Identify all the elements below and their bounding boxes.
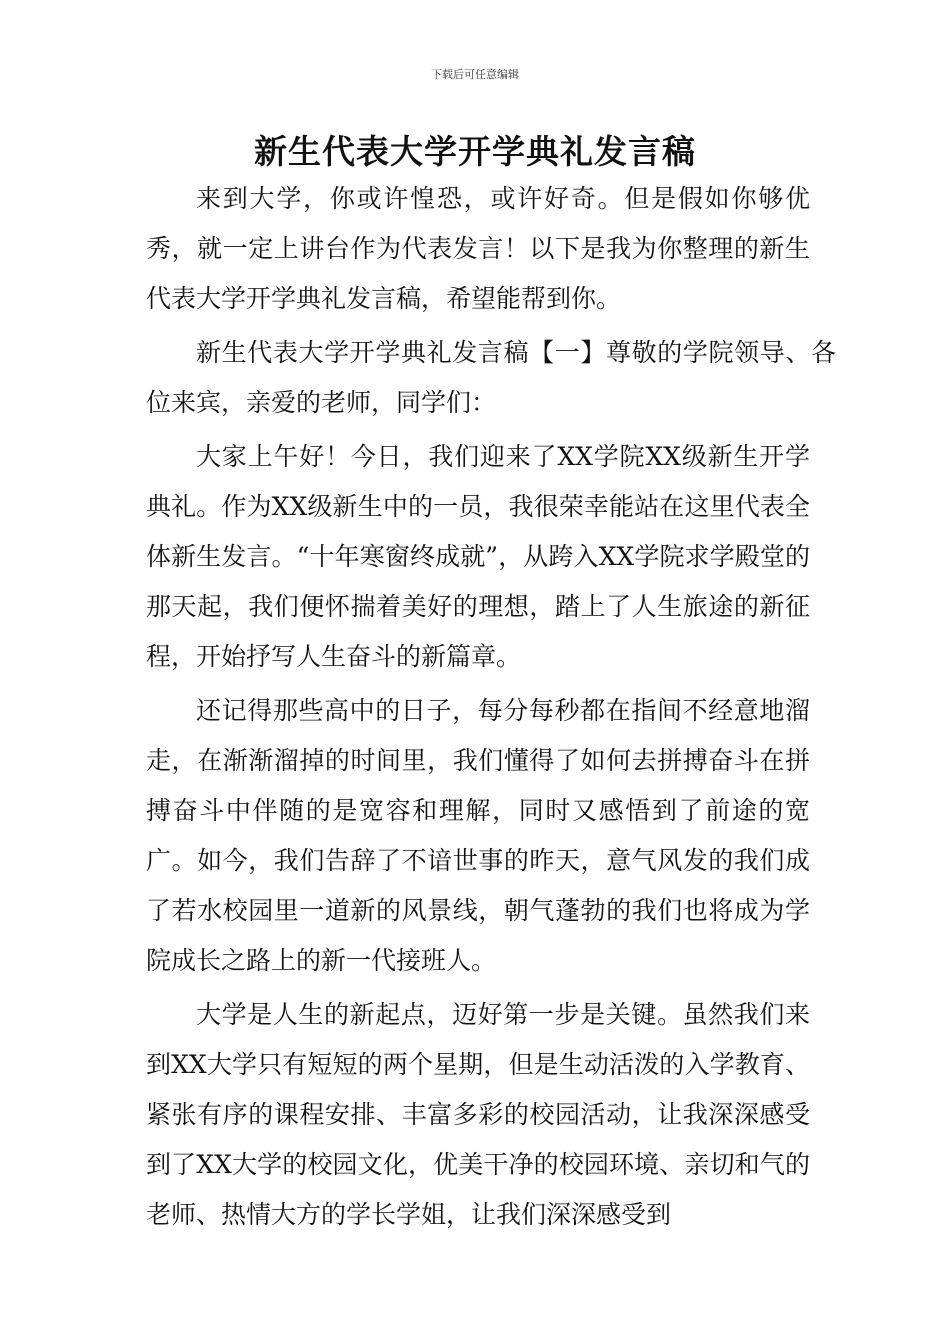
paragraph-greeting: 大家上午好！今日，我们迎来了XX学院XX级新生开学典礼。作为XX级新生中的一员，我很荣幸能站在这里代表全体新生发言。“十年寒窗终成就”，从跨入XX学院求学殿堂的那天起，我们便怀揣着美好的理想，踏上了人生旅途的新征程，开始抒写人生奋斗的新篇章。 bbox=[146, 442, 810, 671]
paragraph-new-start: 大学是人生的新起点，迈好第一步是关键。虽然我们来到XX大学只有短短的两个星期，但是生动活泼的入学教育、紧张有序的课程安排、丰富多彩的校园活动，让我深深感受到了XX大学的校园文化，优美干净的校园环境、亲切和气的老师、热情大方的学长学姐，让我们深深感受到 bbox=[146, 1000, 810, 1229]
document-title: 新生代表大学开学典礼发言稿 bbox=[254, 132, 696, 171]
paragraph-intro: 来到大学，你或许惶恐，或许好奇。但是假如你够优秀，就一定上讲台作为代表发言！以下是我为你整理的新生代表大学开学典礼发言稿，希望能帮到你。 bbox=[146, 184, 810, 313]
document-body bbox=[146, 174, 836, 1244]
paragraph-salutation: 新生代表大学开学典礼发言稿【一】尊敬的学院领导、各位来宾，亲爱的老师，同学们： bbox=[146, 338, 836, 417]
page-header-note: 下载后可任意编辑 bbox=[431, 68, 519, 81]
paragraph-memories: 还记得那些高中的日子，每分每秒都在指间不经意地溜走，在渐渐溜掉的时间里，我们懂得了如何去拼搏奋斗在拼搏奋斗中伴随的是宽容和理解，同时又感悟到了前途的宽广。如今，我们告辞了不谙世事的昨天，意气风发的我们成了若水校园里一道新的风景线，朝气蓬勃的我们也将成为学院成长之路上的新一代接班人。 bbox=[146, 696, 810, 975]
